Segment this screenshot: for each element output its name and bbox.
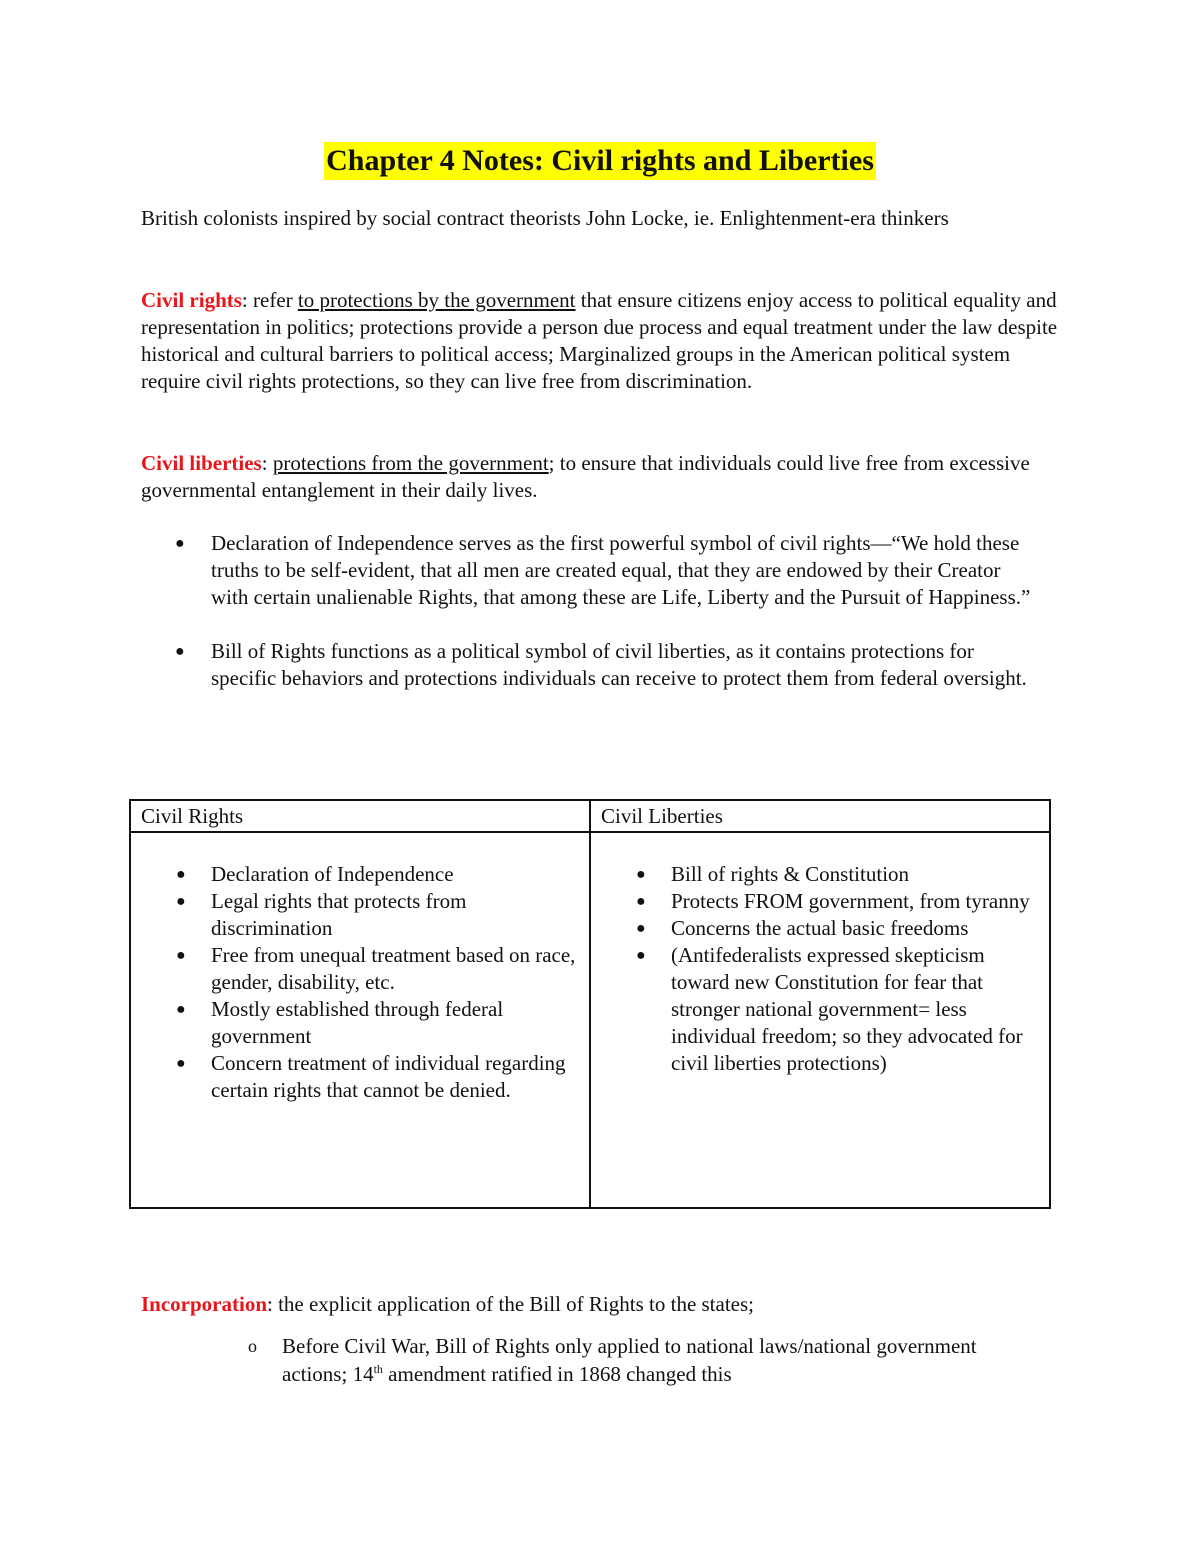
list-item bbox=[591, 861, 1037, 888]
list-item bbox=[591, 915, 1037, 942]
list-item bbox=[591, 888, 1037, 915]
civil-liberties-term: Civil liberties bbox=[141, 451, 262, 475]
bullet-icon: ● bbox=[636, 893, 646, 910]
list-item-text: Free from unequal treatment based on race, gender, disability, etc. bbox=[211, 943, 576, 994]
civil-rights-term: Civil rights bbox=[141, 288, 242, 312]
list-item-text: Protects FROM government, from tyranny bbox=[671, 889, 1030, 913]
civil-rights-colon: : refer bbox=[241, 288, 298, 312]
table-header-civil-rights: Civil Rights bbox=[130, 800, 590, 832]
table-body-row bbox=[130, 832, 1050, 1208]
list-item bbox=[141, 1332, 1041, 1388]
incorporation-paragraph bbox=[141, 1291, 1071, 1318]
table-header-row bbox=[130, 800, 1050, 832]
list-item bbox=[131, 888, 577, 942]
list-item bbox=[131, 996, 577, 1050]
bullet-icon: ● bbox=[175, 535, 185, 552]
list-item-text: Declaration of Independence bbox=[211, 862, 454, 886]
sub-text-after: amendment ratified in 1868 changed this bbox=[382, 1362, 732, 1386]
list-item bbox=[591, 942, 1037, 1077]
bullet-list bbox=[141, 530, 1041, 692]
incorporation-definition: : the explicit application of the Bill of Rights to the states; bbox=[267, 1292, 754, 1316]
list-item bbox=[131, 942, 577, 996]
list-item-text: Legal rights that protects from discrimination bbox=[211, 889, 467, 940]
civil-rights-paragraph bbox=[141, 287, 1071, 395]
list-item bbox=[141, 530, 1041, 611]
civil-liberties-paragraph bbox=[141, 450, 1071, 504]
list-item bbox=[131, 861, 577, 888]
page-title: Chapter 4 Notes: Civil rights and Liberties bbox=[324, 142, 876, 180]
sub-text-superscript: th bbox=[373, 1362, 383, 1376]
list-item bbox=[141, 638, 1041, 692]
bullet-icon: ● bbox=[176, 866, 186, 883]
list-item bbox=[131, 1050, 577, 1104]
incorporation-term: Incorporation bbox=[141, 1292, 267, 1316]
civil-liberties-cell bbox=[590, 832, 1050, 1208]
civil-rights-definition: that ensure citizens enjoy access to political equality and representation in politics; protections provide a person due process and equal treatment under the law despite historical and cultural barriers to political access; Marginalized groups in the American political system require civil rights protections, so they can live free from discrimination. bbox=[141, 288, 1058, 393]
bullet-icon: ● bbox=[636, 947, 646, 964]
list-item-text: (Antifederalists expressed skepticism toward new Constitution for fear that stronger national government= less individual freedom; so they advocated for civil liberties protections) bbox=[671, 943, 1023, 1075]
bullet-icon: ● bbox=[176, 947, 186, 964]
civil-liberties-definition: ; to ensure that individuals could live free from excessive governmental entanglement in their daily lives. bbox=[141, 451, 1030, 502]
intro-paragraph: British colonists inspired by social contract theorists John Locke, ie. Enlightenment-era thinkers bbox=[141, 206, 949, 230]
list-item-text: Concern treatment of individual regarding certain rights that cannot be denied. bbox=[211, 1051, 566, 1102]
list-item-text: Concerns the actual basic freedoms bbox=[671, 916, 969, 940]
civil-liberties-colon: : bbox=[261, 451, 273, 475]
sub-text-before: Before Civil War, Bill of Rights only applied to national laws/national government actions; 14 bbox=[282, 1334, 977, 1386]
civil-liberties-list bbox=[591, 861, 1037, 1077]
civil-rights-list bbox=[131, 861, 577, 1104]
list-item-text: Bill of rights & Constitution bbox=[671, 862, 910, 886]
bullet-icon: ● bbox=[176, 893, 186, 910]
bullet-icon: ● bbox=[636, 866, 646, 883]
civil-rights-cell bbox=[130, 832, 590, 1208]
list-item-text: Mostly established through federal government bbox=[211, 997, 504, 1048]
table-header-civil-liberties: Civil Liberties bbox=[590, 800, 1050, 832]
bullet-icon: ● bbox=[176, 1055, 186, 1072]
circle-bullet-icon: o bbox=[248, 1336, 257, 1356]
bullet-icon: ● bbox=[176, 1001, 186, 1018]
title-wrap bbox=[0, 142, 1200, 180]
bullet-text: Declaration of Independence serves as the first powerful symbol of civil rights—“We hold these truths to be self-evident, that all men are created equal, that they are endowed by their Creator with certain unalienable Rights, that among these are Life, Liberty and the Pursuit of Happiness.” bbox=[211, 531, 1031, 609]
bullet-icon: ● bbox=[175, 643, 185, 660]
civil-rights-underlined: to protections by the government bbox=[297, 288, 576, 312]
bullet-text: Bill of Rights functions as a political symbol of civil liberties, as it contains protections for specific behaviors and protections individuals can receive to protect them from federal oversight. bbox=[211, 639, 1027, 690]
civil-liberties-underlined: protections from the government bbox=[272, 451, 549, 475]
comparison-table bbox=[129, 799, 1051, 1209]
bullet-icon: ● bbox=[636, 920, 646, 937]
incorporation-sublist bbox=[141, 1332, 1041, 1388]
